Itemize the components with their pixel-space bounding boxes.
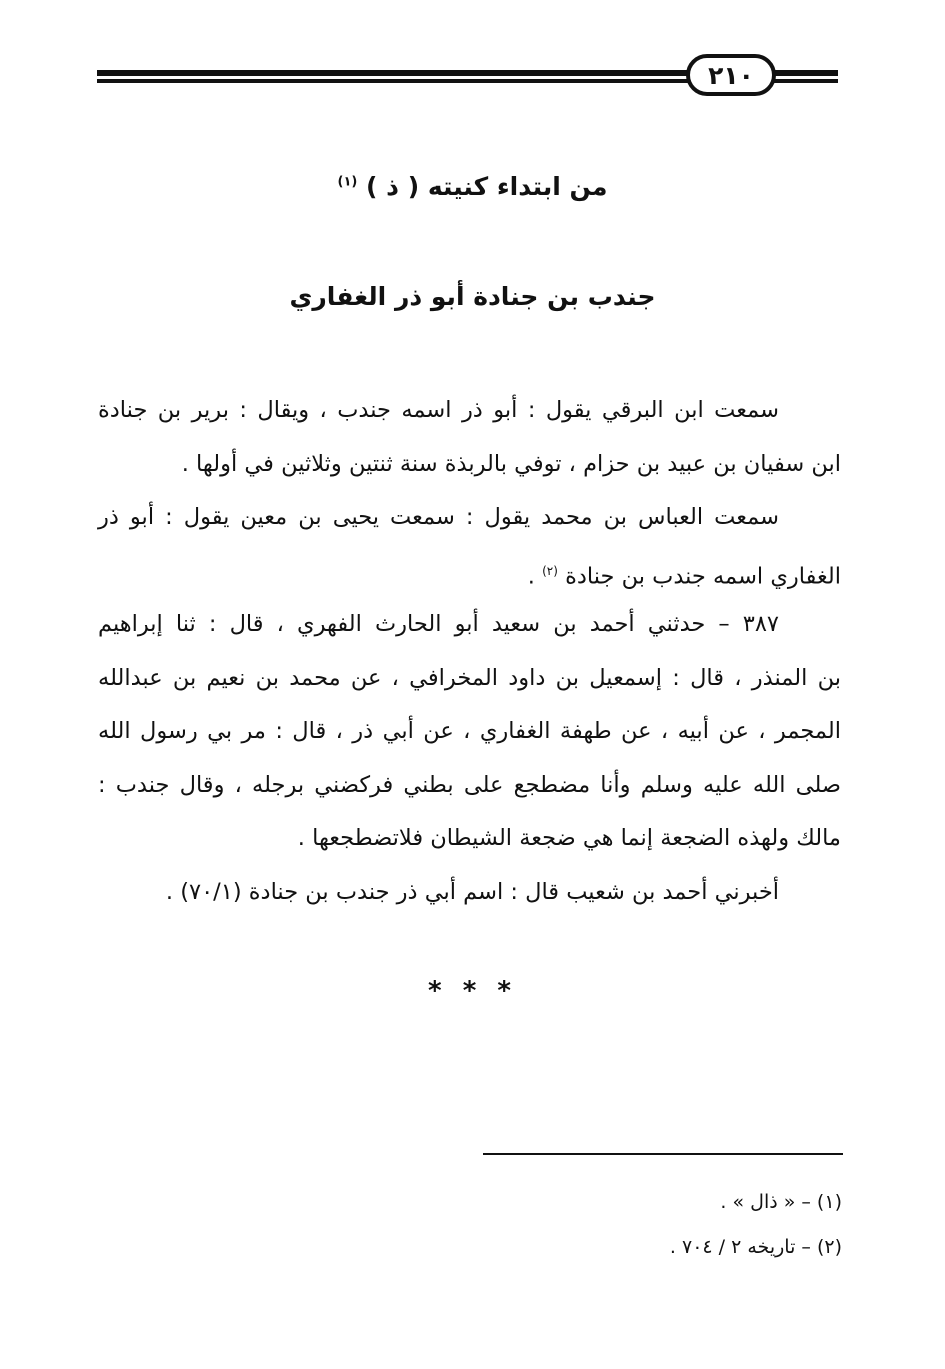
- text-line: ٣٨٧ – حدثني أحمد بن سعيد أبو الحارث الفهري ، قال : ثنا إبراهيم: [98, 611, 779, 637]
- text-line: سمعت العباس بن محمد يقول : سمعت يحيى بن معين يقول : أبو ذر: [98, 504, 779, 530]
- paragraph-387: [98, 598, 841, 866]
- text-line: ابن سفيان بن عبيد بن حزام ، توفي بالربذة سنة ثنتين وثلاثين في أولها .: [181, 450, 841, 477]
- footnote-1: (١) – « ذال » .: [720, 1191, 842, 1213]
- text-line: [98, 545, 841, 604]
- paragraph-4: [98, 866, 841, 920]
- paragraph-1: [98, 384, 841, 491]
- paragraph-2: [98, 491, 841, 604]
- section-heading: [100, 172, 845, 201]
- footnote-2: (٢) – تاريخه ٢ / ٧٠٤ .: [669, 1236, 842, 1258]
- section-heading-text: من ابتداء كنيته ( ذ ): [366, 172, 608, 201]
- text-line: مالك ولهذه الضجعة إنما هي ضجعة الشيطان فلاتضطجعها .: [297, 825, 841, 851]
- text-line: بن المنذر ، قال : إسمعيل بن داود المخرافي ، عن محمد بن نعيم بن عبدالله: [98, 664, 841, 691]
- text-line-main: الغفاري اسمه جندب بن جنادة: [565, 563, 841, 589]
- section-heading-footnote-ref: (١): [337, 174, 358, 190]
- footnote-rule: [483, 1153, 843, 1155]
- footnote-ref: (٢): [542, 563, 558, 578]
- text-line: أخبرني أحمد بن شعيب قال : اسم أبي ذر جندب بن جنادة (٧٠/١) .: [165, 879, 779, 905]
- section-separator: * * *: [428, 976, 517, 1006]
- page-number: ٢١٠: [686, 54, 776, 96]
- text-line-tail: .: [527, 563, 543, 589]
- text-line: سمعت ابن البرقي يقول : أبو ذر اسمه جندب ، ويقال : برير بن جنادة: [98, 397, 779, 423]
- entry-heading: جندب بن جنادة أبو ذر الغفاري: [289, 282, 656, 311]
- text-line: صلى الله عليه وسلم وأنا مضطجع على بطني فركضني برجله ، وقال جندب :: [98, 771, 841, 798]
- text-line: المجمر ، عن أبيه ، عن طهفة الغفاري ، عن أبي ذر ، قال : مر بي رسول الله: [98, 718, 841, 744]
